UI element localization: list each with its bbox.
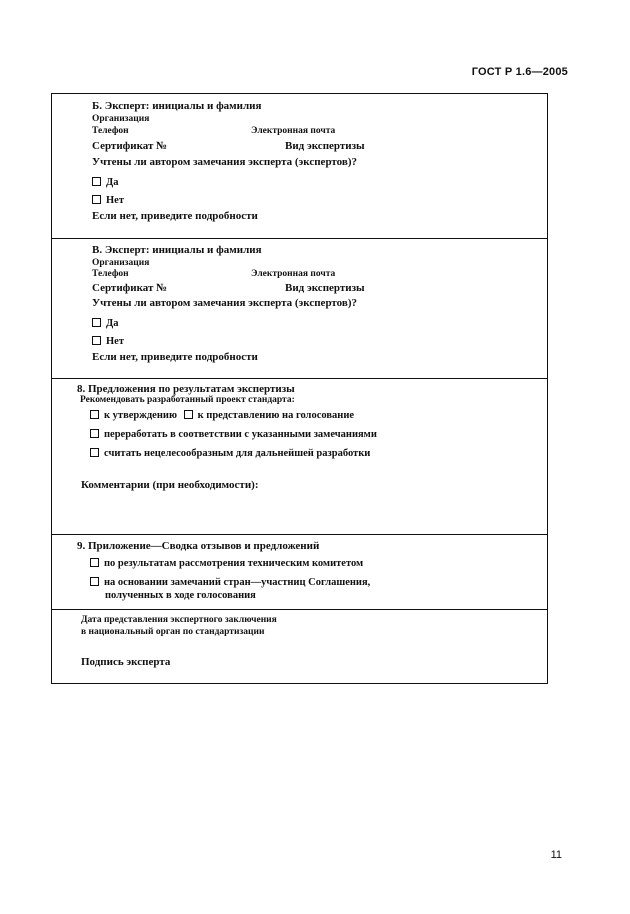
proposals-inexpedient-label: считать нецелесообразным для дальнейшей разработки xyxy=(104,448,371,459)
page-number: 11 xyxy=(550,849,562,861)
checkbox[interactable] xyxy=(90,577,99,586)
checkbox[interactable] xyxy=(90,558,99,567)
expert-b-certificate-label: Сертификат № xyxy=(92,140,168,152)
appendix-countries-label-line1: на основании замечаний стран—участниц Соглашения, xyxy=(104,577,371,588)
expert-b-no-label: Нет xyxy=(106,195,124,206)
expert-b-question: Учтены ли автором замечания эксперта (экспертов)? xyxy=(92,156,357,168)
expert-v-organization-label: Организация xyxy=(92,258,150,268)
proposals-approve-option[interactable] xyxy=(90,410,354,422)
expert-b-section xyxy=(52,94,547,239)
appendix-countries-label-line2: полученных в ходе голосования xyxy=(105,590,256,601)
expert-b-yes-label: Да xyxy=(106,177,119,188)
expert-v-no-option[interactable] xyxy=(92,336,124,348)
expert-b-email-label: Электронная почта xyxy=(251,126,336,136)
expert-v-email-label: Электронная почта xyxy=(251,269,336,279)
checkbox[interactable] xyxy=(92,177,101,186)
proposals-approve-label: к утверждению xyxy=(104,410,177,421)
checkbox[interactable] xyxy=(92,318,101,327)
expert-b-no-option[interactable] xyxy=(92,195,124,207)
proposals-recommend-label: Рекомендовать разработанный проект стандарта: xyxy=(80,395,295,405)
proposals-inexpedient-option[interactable] xyxy=(90,448,370,460)
expert-v-expertise-type-label: Вид экспертизы xyxy=(285,282,365,294)
expert-v-question: Учтены ли автором замечания эксперта (экспертов)? xyxy=(92,297,357,309)
expert-v-no-label: Нет xyxy=(106,336,124,347)
expert-v-phone-label: Телефон xyxy=(92,269,129,279)
expert-b-yes-option[interactable] xyxy=(92,177,118,189)
expert-v-title: В. Эксперт: инициалы и фамилия xyxy=(92,244,262,256)
expert-v-certificate-label: Сертификат № xyxy=(92,282,168,294)
expert-conclusion-form xyxy=(51,93,548,684)
appendix-committee-label: по результатам рассмотрения техническим комитетом xyxy=(104,558,364,569)
submission-section xyxy=(52,610,547,684)
expert-v-section xyxy=(52,239,547,379)
proposals-rework-option[interactable] xyxy=(90,429,377,441)
checkbox[interactable] xyxy=(90,448,99,457)
appendix-section xyxy=(52,535,547,610)
proposals-rework-label: переработать в соответствии с указанными замечаниями xyxy=(104,429,377,440)
proposals-section xyxy=(52,379,547,535)
expert-b-details-label: Если нет, приведите подробности xyxy=(92,210,258,222)
proposals-comments-label: Комментарии (при необходимости): xyxy=(81,479,259,491)
checkbox[interactable] xyxy=(90,410,99,419)
proposals-title: 8. Предложения по результатам экспертизы xyxy=(77,383,295,395)
expert-v-details-label: Если нет, приведите подробности xyxy=(92,351,258,363)
submission-date-label-line2: в национальный орган по стандартизации xyxy=(81,627,265,637)
checkbox[interactable] xyxy=(92,195,101,204)
checkbox[interactable] xyxy=(92,336,101,345)
expert-v-yes-label: Да xyxy=(106,318,119,329)
appendix-committee-option[interactable] xyxy=(90,558,363,570)
submission-date-label-line1: Дата представления экспертного заключения xyxy=(81,615,277,625)
proposals-vote-label: к представлению на голосование xyxy=(197,410,355,421)
expert-b-phone-label: Телефон xyxy=(92,126,129,136)
appendix-title: 9. Приложение—Сводка отзывов и предложений xyxy=(77,540,320,552)
checkbox[interactable] xyxy=(184,410,193,419)
expert-b-organization-label: Организация xyxy=(92,114,150,124)
standard-code: ГОСТ Р 1.6—2005 xyxy=(471,66,568,78)
expert-v-yes-option[interactable] xyxy=(92,318,118,330)
expert-signature-label: Подпись эксперта xyxy=(81,656,171,668)
appendix-countries-option[interactable] xyxy=(90,577,370,589)
expert-b-expertise-type-label: Вид экспертизы xyxy=(285,140,365,152)
expert-b-title: Б. Эксперт: инициалы и фамилия xyxy=(92,100,262,112)
checkbox[interactable] xyxy=(90,429,99,438)
